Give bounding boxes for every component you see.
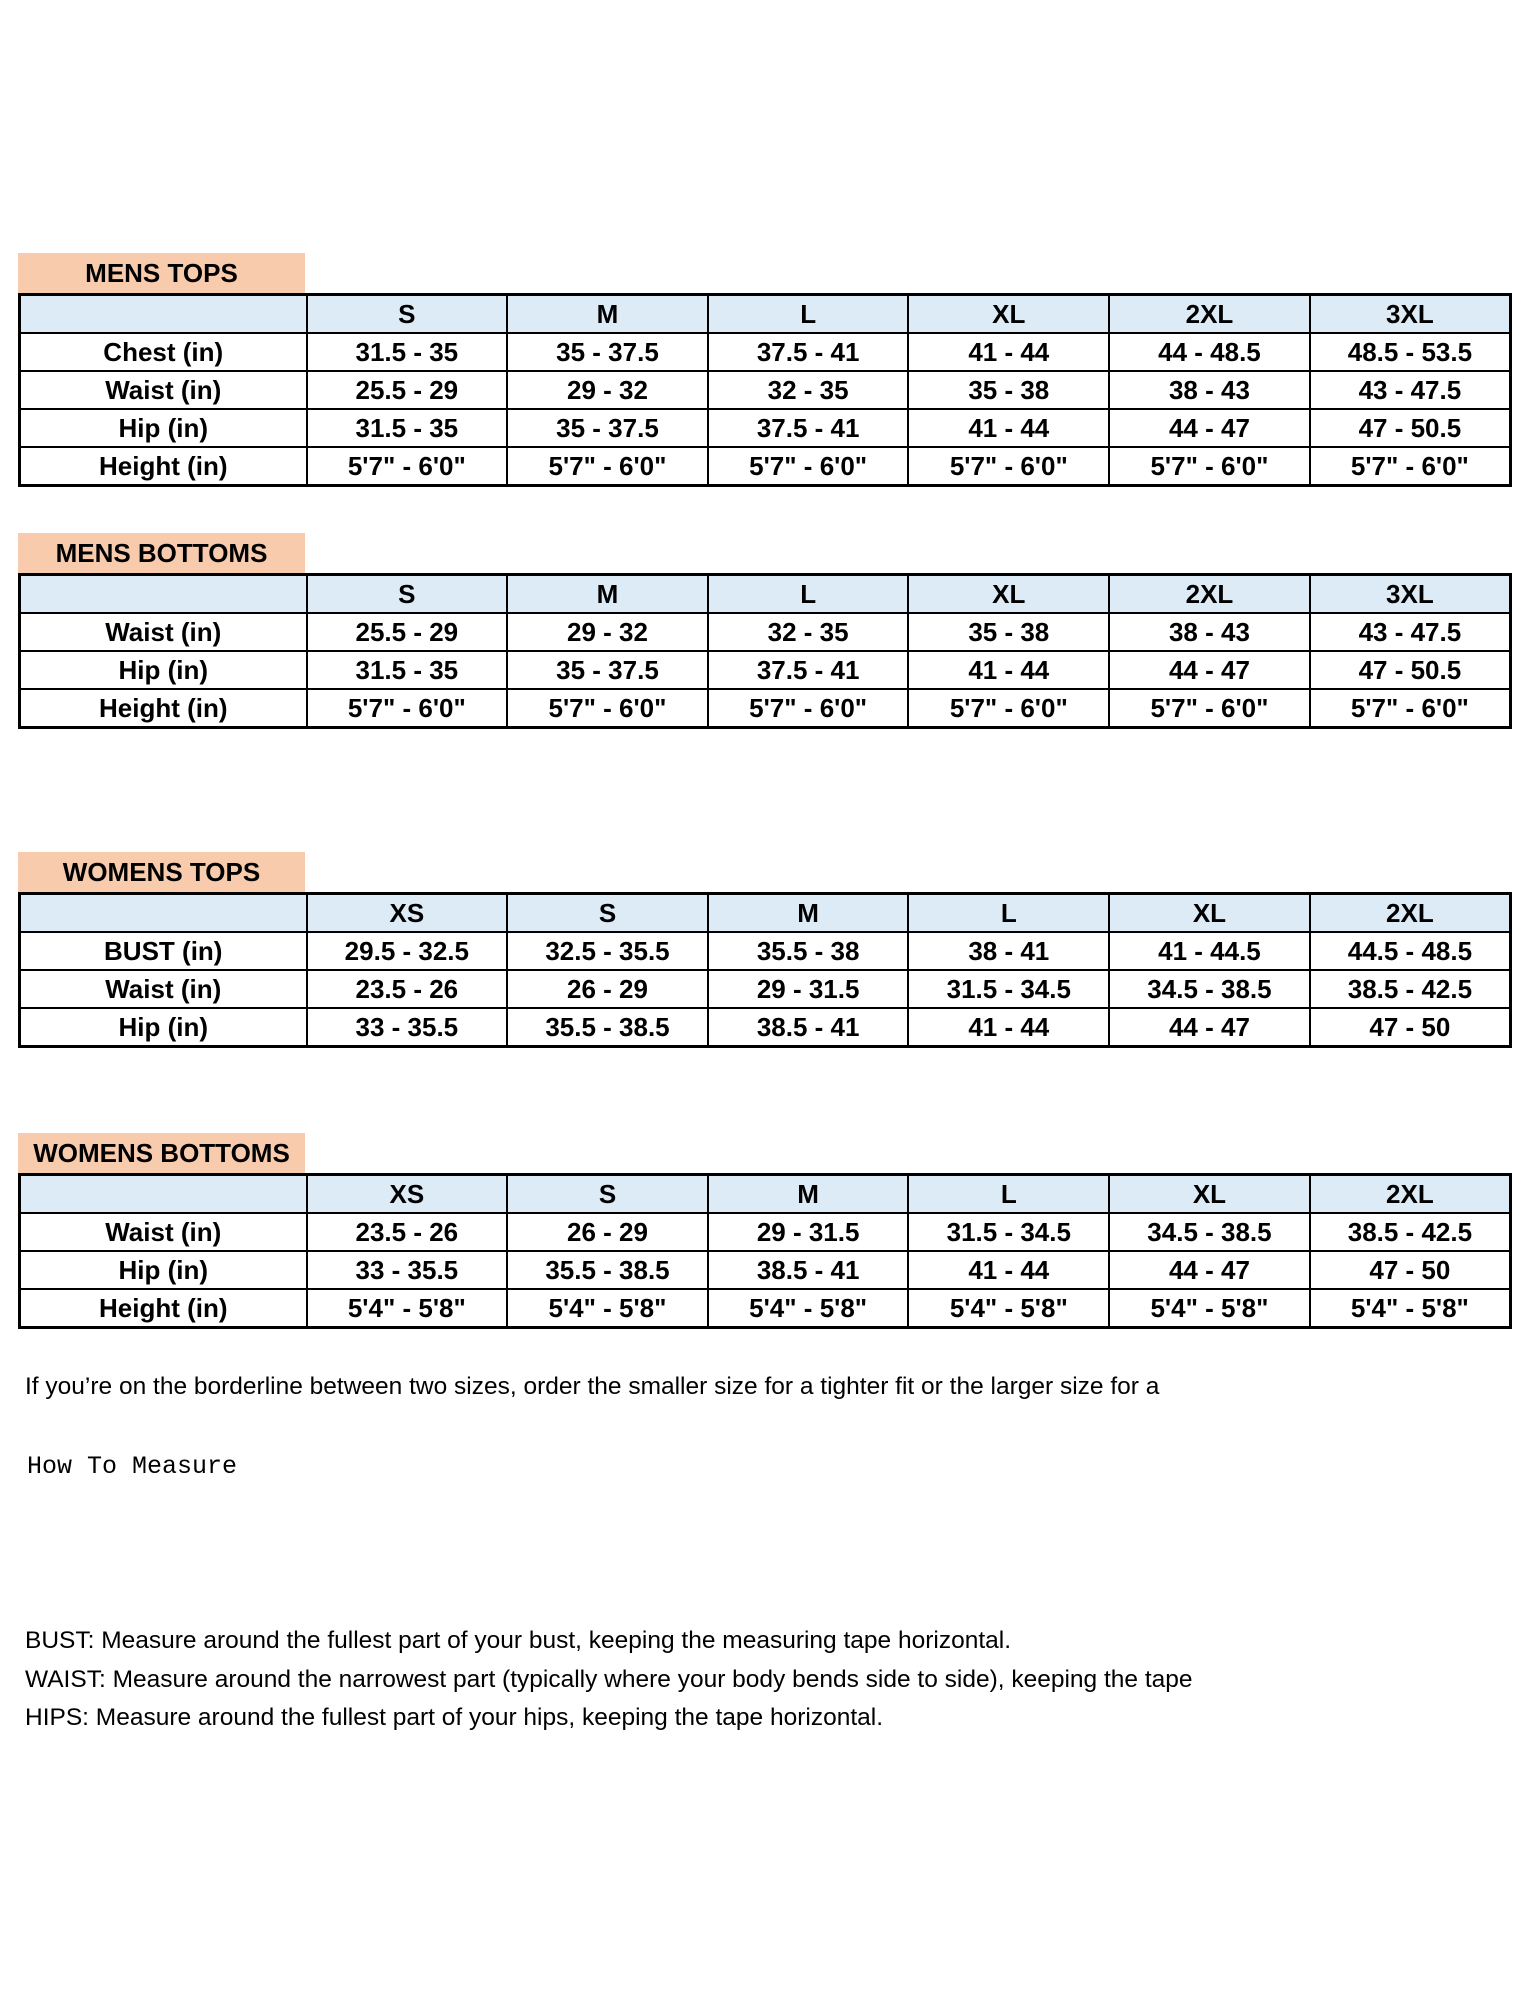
- size-value-cell: 5'4" - 5'8": [908, 1289, 1109, 1328]
- size-value-cell: 29 - 31.5: [708, 970, 909, 1008]
- size-value-cell: 29 - 32: [507, 613, 708, 651]
- size-value-cell: 41 - 44: [908, 1008, 1109, 1047]
- size-value-cell: 48.5 - 53.5: [1310, 333, 1511, 371]
- size-value-cell: 5'7" - 6'0": [307, 447, 508, 486]
- size-column-header: M: [708, 1175, 909, 1214]
- fit-advice-text: If you’re on the borderline between two sizes, order the smaller size for a tighter fit or the larger size for a: [25, 1373, 1160, 1400]
- size-value-cell: 35.5 - 38: [708, 932, 909, 970]
- size-value-cell: 33 - 35.5: [307, 1008, 508, 1047]
- size-value-cell: 33 - 35.5: [307, 1251, 508, 1289]
- row-label-cell: Waist (in): [20, 970, 307, 1008]
- size-value-cell: 25.5 - 29: [307, 613, 508, 651]
- size-value-cell: 5'7" - 6'0": [708, 689, 909, 728]
- row-label-cell: Waist (in): [20, 371, 307, 409]
- size-column-header: 2XL: [1109, 295, 1310, 334]
- size-column-header: S: [307, 295, 508, 334]
- section-womens-tops: [18, 852, 1512, 1048]
- size-value-cell: 47 - 50.5: [1310, 651, 1511, 689]
- row-label-cell: Hip (in): [20, 651, 307, 689]
- section-womens-bottoms: [18, 1133, 1512, 1329]
- size-column-header: 2XL: [1310, 1175, 1511, 1214]
- size-value-cell: 37.5 - 41: [708, 409, 909, 447]
- size-value-cell: 32 - 35: [708, 613, 909, 651]
- row-label-cell: Height (in): [20, 689, 307, 728]
- size-value-cell: 31.5 - 35: [307, 333, 508, 371]
- size-value-cell: 5'7" - 6'0": [1109, 447, 1310, 486]
- header-row: [20, 575, 1511, 614]
- size-value-cell: 29.5 - 32.5: [307, 932, 508, 970]
- table-row: [20, 970, 1511, 1008]
- corner-cell: [20, 1175, 307, 1214]
- size-value-cell: 44.5 - 48.5: [1310, 932, 1511, 970]
- size-value-cell: 29 - 32: [507, 371, 708, 409]
- size-value-cell: 35 - 37.5: [507, 333, 708, 371]
- row-label-cell: Waist (in): [20, 1213, 307, 1251]
- table-row: [20, 371, 1511, 409]
- corner-cell: [20, 575, 307, 614]
- size-value-cell: 29 - 31.5: [708, 1213, 909, 1251]
- size-column-header: XS: [307, 894, 508, 933]
- size-value-cell: 38 - 43: [1109, 613, 1310, 651]
- size-value-cell: 43 - 47.5: [1310, 613, 1511, 651]
- size-value-cell: 44 - 47: [1109, 1251, 1310, 1289]
- table-title-womens-bottoms: WOMENS BOTTOMS: [18, 1133, 305, 1173]
- row-label-cell: Height (in): [20, 447, 307, 486]
- bust-instruction: BUST: Measure around the fullest part of your bust, keeping the measuring tape horizontal.: [25, 1627, 1012, 1654]
- table-row: [20, 932, 1511, 970]
- row-label-cell: Height (in): [20, 1289, 307, 1328]
- size-value-cell: 35 - 37.5: [507, 651, 708, 689]
- section-mens-bottoms: [18, 533, 1512, 729]
- size-value-cell: 23.5 - 26: [307, 970, 508, 1008]
- size-value-cell: 31.5 - 34.5: [908, 970, 1109, 1008]
- waist-instruction: WAIST: Measure around the narrowest part (typically where your body bends side to side), keeping the tape: [25, 1665, 1193, 1693]
- table-title-womens-tops: WOMENS TOPS: [18, 852, 305, 892]
- row-label-cell: Chest (in): [20, 333, 307, 371]
- size-value-cell: 44 - 47: [1109, 1008, 1310, 1047]
- size-value-cell: 41 - 44: [908, 1251, 1109, 1289]
- size-column-header: XL: [1109, 1175, 1310, 1214]
- size-value-cell: 35 - 38: [908, 371, 1109, 409]
- size-value-cell: 41 - 44: [908, 333, 1109, 371]
- size-value-cell: 5'7" - 6'0": [307, 689, 508, 728]
- size-value-cell: 37.5 - 41: [708, 651, 909, 689]
- size-value-cell: 26 - 29: [507, 970, 708, 1008]
- size-value-cell: 32 - 35: [708, 371, 909, 409]
- size-value-cell: 5'7" - 6'0": [1310, 447, 1511, 486]
- header-row: [20, 894, 1511, 933]
- how-to-measure-heading: How To Measure: [27, 1452, 238, 1481]
- header-row: [20, 295, 1511, 334]
- table-row: [20, 1251, 1511, 1289]
- size-value-cell: 35.5 - 38.5: [507, 1008, 708, 1047]
- table-row: [20, 409, 1511, 447]
- size-column-header: XS: [307, 1175, 508, 1214]
- size-column-header: 3XL: [1310, 575, 1511, 614]
- row-label-cell: Hip (in): [20, 1008, 307, 1047]
- size-value-cell: 25.5 - 29: [307, 371, 508, 409]
- table-row: [20, 447, 1511, 486]
- size-column-header: L: [708, 575, 909, 614]
- size-column-header: S: [307, 575, 508, 614]
- row-label-cell: Waist (in): [20, 613, 307, 651]
- size-value-cell: 47 - 50: [1310, 1008, 1511, 1047]
- size-column-header: 3XL: [1310, 295, 1511, 334]
- size-value-cell: 41 - 44: [908, 651, 1109, 689]
- table-row: [20, 689, 1511, 728]
- size-column-header: S: [507, 894, 708, 933]
- size-value-cell: 38.5 - 41: [708, 1251, 909, 1289]
- size-table-womens-tops: [18, 892, 1512, 1048]
- size-column-header: L: [708, 295, 909, 334]
- section-mens-tops: [18, 253, 1512, 487]
- size-value-cell: 32.5 - 35.5: [507, 932, 708, 970]
- size-value-cell: 43 - 47.5: [1310, 371, 1511, 409]
- size-value-cell: 38 - 43: [1109, 371, 1310, 409]
- size-value-cell: 38.5 - 42.5: [1310, 970, 1511, 1008]
- size-value-cell: 35.5 - 38.5: [507, 1251, 708, 1289]
- size-value-cell: 41 - 44.5: [1109, 932, 1310, 970]
- hips-instruction: HIPS: Measure around the fullest part of your hips, keeping the tape horizontal.: [25, 1704, 884, 1731]
- size-column-header: M: [507, 575, 708, 614]
- size-value-cell: 38.5 - 41: [708, 1008, 909, 1047]
- table-row: [20, 333, 1511, 371]
- row-label-cell: BUST (in): [20, 932, 307, 970]
- size-value-cell: 38 - 41: [908, 932, 1109, 970]
- size-value-cell: 26 - 29: [507, 1213, 708, 1251]
- size-value-cell: 5'4" - 5'8": [1310, 1289, 1511, 1328]
- size-column-header: M: [507, 295, 708, 334]
- size-value-cell: 5'7" - 6'0": [507, 689, 708, 728]
- size-value-cell: 41 - 44: [908, 409, 1109, 447]
- corner-cell: [20, 295, 307, 334]
- size-value-cell: 5'4" - 5'8": [1109, 1289, 1310, 1328]
- size-column-header: XL: [1109, 894, 1310, 933]
- corner-cell: [20, 894, 307, 933]
- size-value-cell: 44 - 48.5: [1109, 333, 1310, 371]
- size-value-cell: 38.5 - 42.5: [1310, 1213, 1511, 1251]
- measurement-instructions: [25, 1622, 1193, 1738]
- size-column-header: L: [908, 1175, 1109, 1214]
- table-row: [20, 613, 1511, 651]
- size-value-cell: 5'4" - 5'8": [307, 1289, 508, 1328]
- size-value-cell: 5'7" - 6'0": [908, 447, 1109, 486]
- size-value-cell: 44 - 47: [1109, 651, 1310, 689]
- size-value-cell: 5'7" - 6'0": [1310, 689, 1511, 728]
- size-value-cell: 5'7" - 6'0": [507, 447, 708, 486]
- size-value-cell: 47 - 50: [1310, 1251, 1511, 1289]
- size-value-cell: 5'7" - 6'0": [1109, 689, 1310, 728]
- size-value-cell: 31.5 - 35: [307, 409, 508, 447]
- table-row: [20, 1008, 1511, 1047]
- size-column-header: S: [507, 1175, 708, 1214]
- table-row: [20, 651, 1511, 689]
- size-value-cell: 34.5 - 38.5: [1109, 970, 1310, 1008]
- size-value-cell: 31.5 - 35: [307, 651, 508, 689]
- size-value-cell: 23.5 - 26: [307, 1213, 508, 1251]
- size-column-header: XL: [908, 575, 1109, 614]
- size-value-cell: 47 - 50.5: [1310, 409, 1511, 447]
- size-value-cell: 5'7" - 6'0": [908, 689, 1109, 728]
- size-value-cell: 31.5 - 34.5: [908, 1213, 1109, 1251]
- size-table-mens-tops: [18, 293, 1512, 487]
- table-title-mens-tops: MENS TOPS: [18, 253, 305, 293]
- size-column-header: L: [908, 894, 1109, 933]
- size-value-cell: 35 - 37.5: [507, 409, 708, 447]
- table-row: [20, 1289, 1511, 1328]
- header-row: [20, 1175, 1511, 1214]
- row-label-cell: Hip (in): [20, 1251, 307, 1289]
- size-table-womens-bottoms: [18, 1173, 1512, 1329]
- size-value-cell: 5'4" - 5'8": [507, 1289, 708, 1328]
- table-row: [20, 1213, 1511, 1251]
- size-column-header: XL: [908, 295, 1109, 334]
- size-column-header: M: [708, 894, 909, 933]
- size-value-cell: 44 - 47: [1109, 409, 1310, 447]
- size-value-cell: 5'7" - 6'0": [708, 447, 909, 486]
- size-table-mens-bottoms: [18, 573, 1512, 729]
- size-value-cell: 35 - 38: [908, 613, 1109, 651]
- size-column-header: 2XL: [1109, 575, 1310, 614]
- size-column-header: 2XL: [1310, 894, 1511, 933]
- row-label-cell: Hip (in): [20, 409, 307, 447]
- size-value-cell: 5'4" - 5'8": [708, 1289, 909, 1328]
- table-title-mens-bottoms: MENS BOTTOMS: [18, 533, 305, 573]
- size-value-cell: 37.5 - 41: [708, 333, 909, 371]
- size-value-cell: 34.5 - 38.5: [1109, 1213, 1310, 1251]
